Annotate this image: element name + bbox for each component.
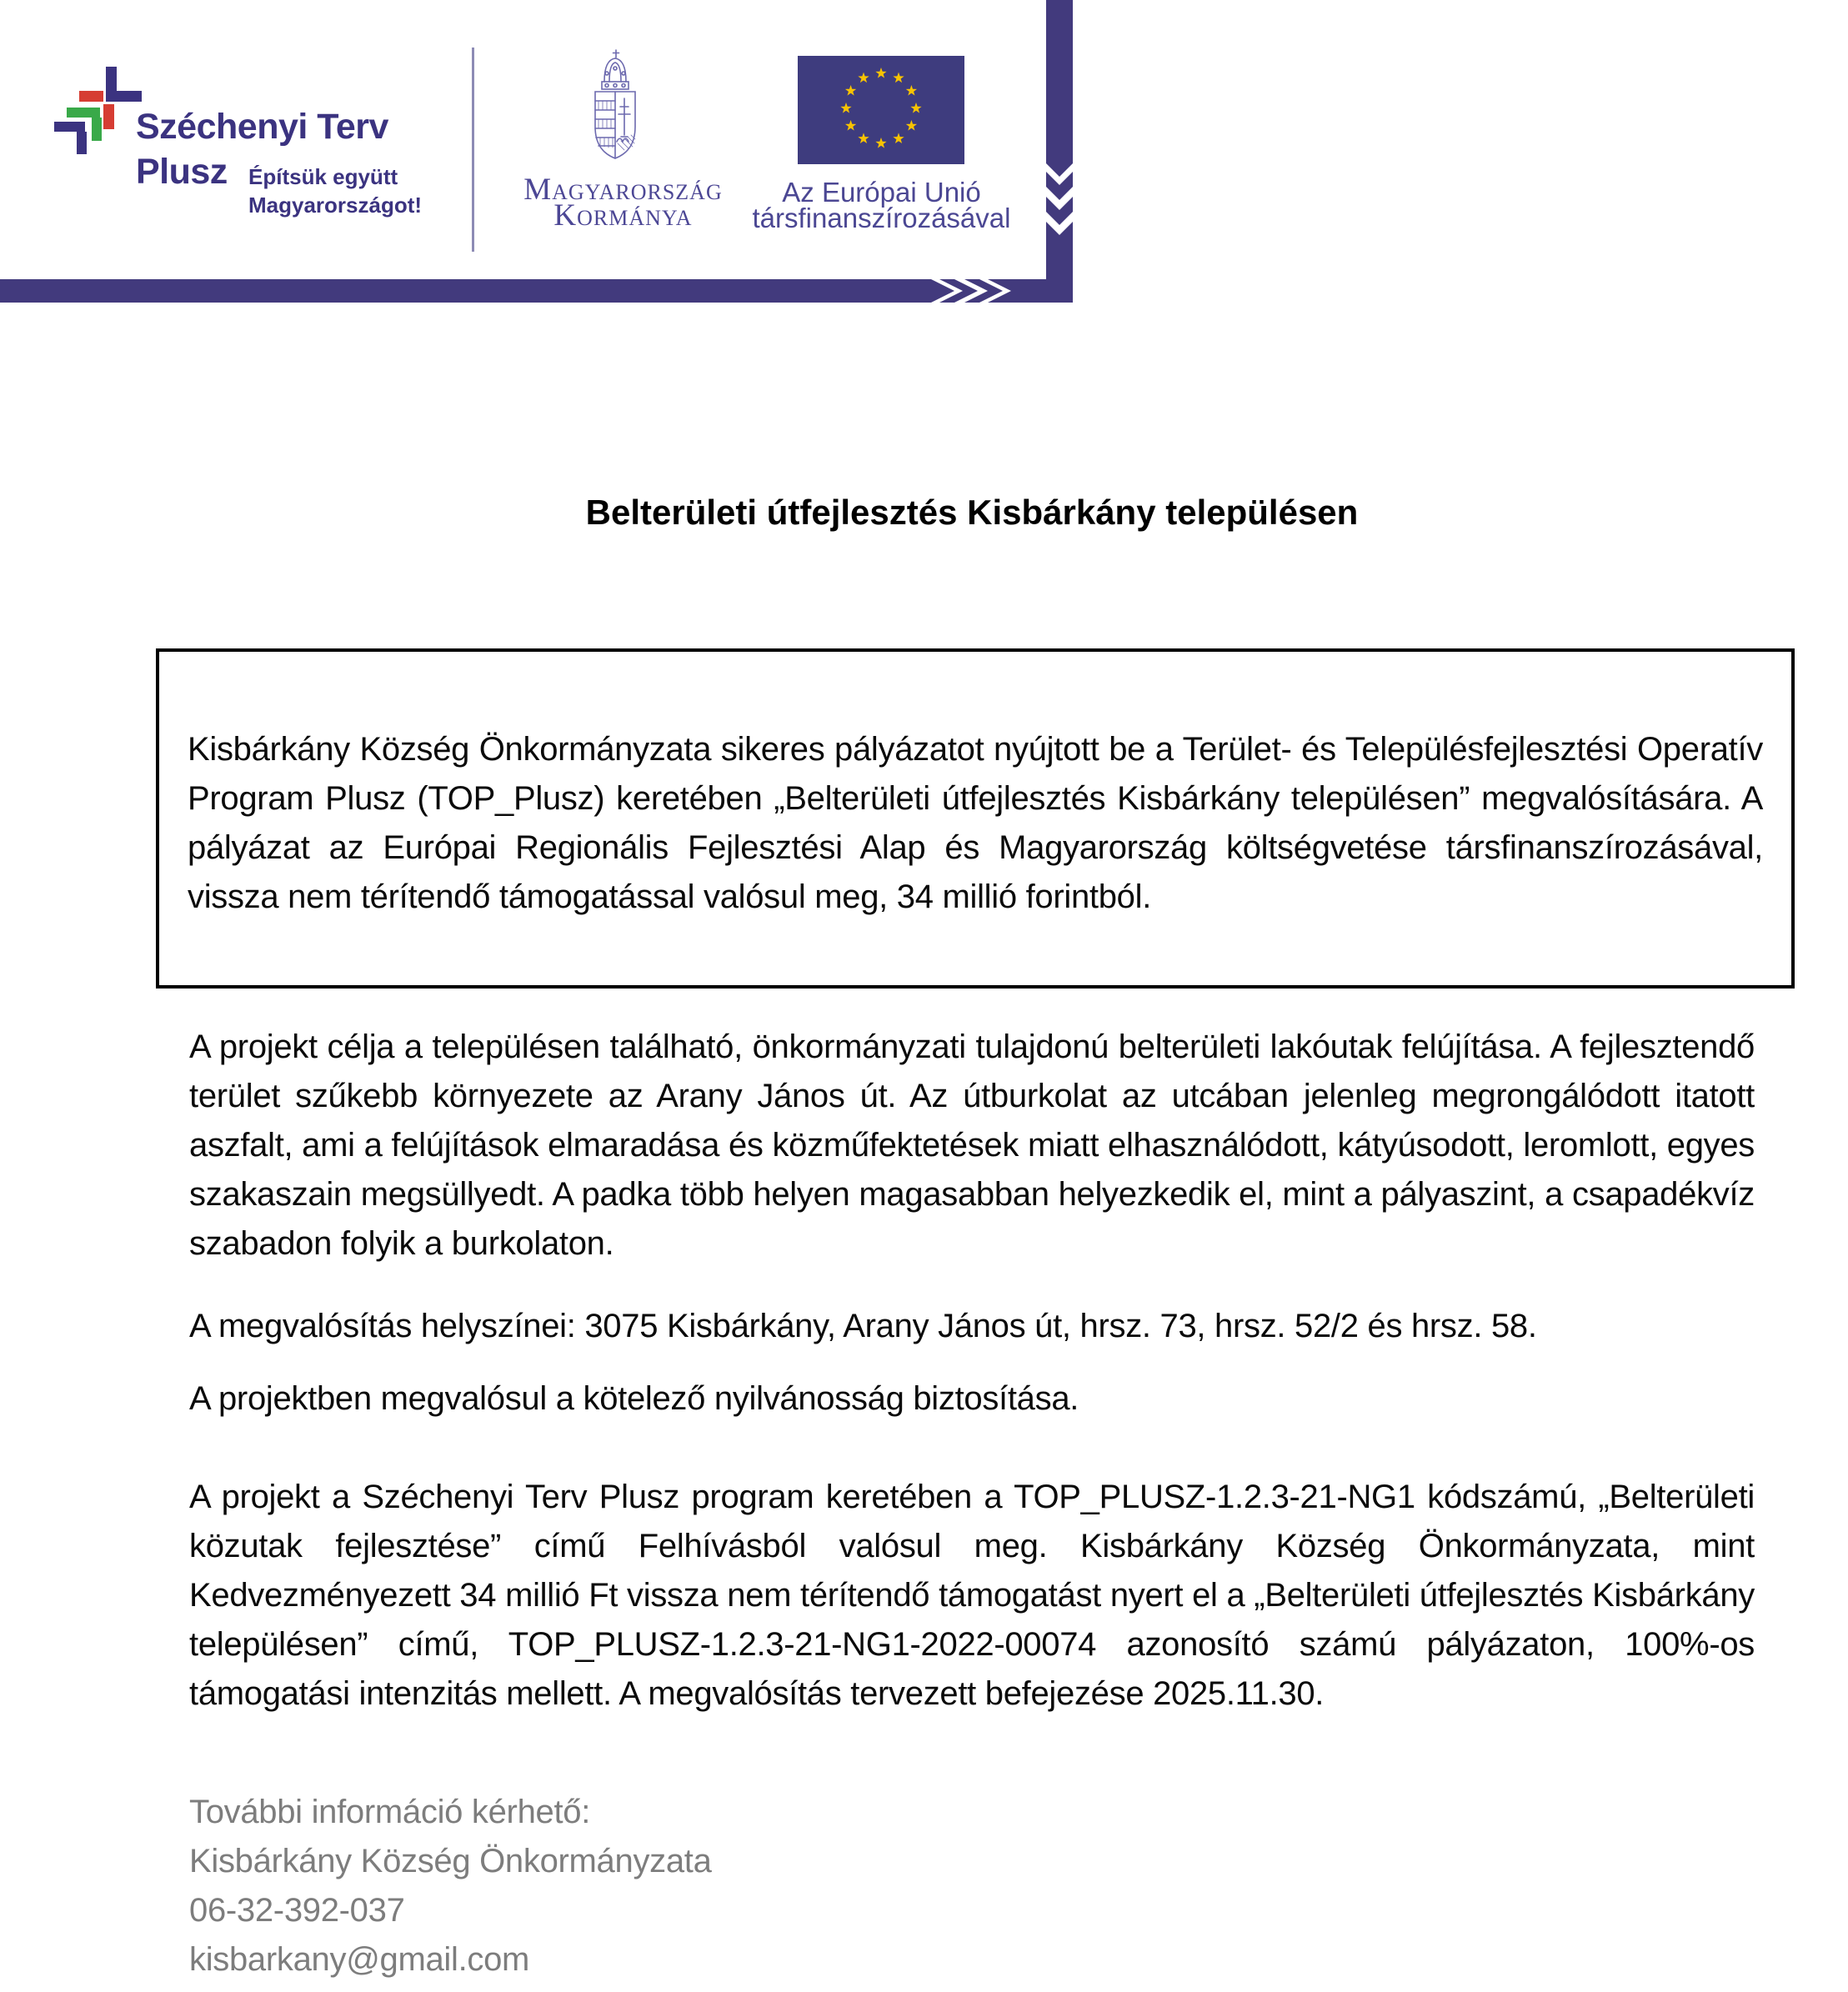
hungary-government-logo [517, 46, 729, 254]
eu-label [750, 179, 1013, 231]
logo-bar [103, 104, 114, 129]
logo-bar [77, 132, 87, 154]
logo-bar [67, 108, 100, 118]
logo-bar [54, 122, 85, 132]
government-label [517, 173, 729, 233]
eu-label-line1: Az Európai Unió [782, 177, 981, 208]
paragraph-project-goal-block [189, 989, 1755, 1384]
paragraph-project-goal: A projekt célja a településen található, önkormányzati tulajdonú belterületi lakóutak felújítása. A fejlesztendő terület szűkebb környezete az Arany János út. Az útburkolat az utcában jelenleg megrongálódott itatott aszfalt, ami a felújítások elmaradása és közműfektetések miatt elhasználódott, kátyúsodott, leromlott, egyes szakaszain megsüllyedt. A padka több helyen magasabban helyezkedik el, mint a pályaszint, a csapadékvíz szabadon folyik a burkolaton. [189, 1029, 1755, 1262]
paragraph-program-block [189, 1439, 1755, 1752]
highlight-box [156, 648, 1795, 988]
logo-bar [79, 91, 103, 102]
government-label-line1: Magyarország [523, 173, 723, 207]
logo-bar [117, 91, 142, 102]
contact-heading: További információ kérhető: [189, 1794, 591, 1830]
paragraph-program: A projekt a Széchenyi Terv Plusz program keretében a TOP_PLUSZ-1.2.3-21-NG1 kódszámú, „Belterületi közutak fejlesztése” című Felhívásból valósul meg. Kisbárkány Község Önkormányzata, mint Kedvezményezett 34 millió Ft vissza nem térítendő támogatást nyert el a „Belterületi útfejlesztés Kisbárkány településen” című, TOP_PLUSZ-1.2.3-21-NG1-2022-00074 azonosító számú pályázaton, 100%-os támogatási intenzitás mellett. A megvalósítás tervezett befejezése 2025.11.30. [189, 1479, 1755, 1712]
contact-organization: Kisbárkány Község Önkormányzata [189, 1843, 712, 1879]
hungary-coat-of-arms-icon [584, 48, 646, 167]
szechenyi-logo-tagline-line2: Magyarországot! [248, 193, 423, 218]
szechenyi-logo-tagline-line1: Építsük együtt [248, 164, 398, 189]
eu-cofinancing-logo [750, 46, 1013, 254]
paragraph-locations: A megvalósítás helyszínei: 3075 Kisbárkány, Arany János út, hrsz. 73, hrsz. 52/2 és hrsz. 58. [189, 1308, 1537, 1344]
logo-bar [106, 67, 117, 102]
eu-label-line2: társfinanszírozásával [752, 203, 1011, 233]
paragraph-publicity: A projektben megvalósul a kötelező nyilvánosság biztosítása. [189, 1380, 1079, 1417]
eu-flag-icon [798, 56, 964, 164]
government-label-line2: Kormánya [553, 198, 693, 233]
contact-email: kisbarkany@gmail.com [189, 1941, 530, 1978]
contact-block [189, 1788, 1755, 1984]
logo-divider [472, 48, 474, 252]
szechenyi-terv-plusz-logo [0, 0, 467, 258]
page-title: Belterületi útfejlesztés Kisbárkány településen [585, 493, 1359, 532]
contact-phone: 06-32-392-037 [189, 1892, 405, 1929]
szechenyi-logo-name-line1: Széchenyi Terv [136, 107, 388, 147]
szechenyi-logo-name-line2: Plusz [136, 152, 228, 192]
highlight-box-text: Kisbárkány Község Önkormányzata sikeres pályázatot nyújtott be a Terület- és Településfejlesztési Operatív Program Plusz (TOP_Plusz) keretében „Belterületi útfejlesztés Kisbárkány településen” megvalósítására. A pályázat az Európai Regionális Fejlesztési Alap és Magyarország költségvetése társfinanszírozásával, vissza nem térítendő támogatással valósul meg, 34 millió forintból. [188, 731, 1763, 915]
logo-bar [92, 118, 102, 141]
